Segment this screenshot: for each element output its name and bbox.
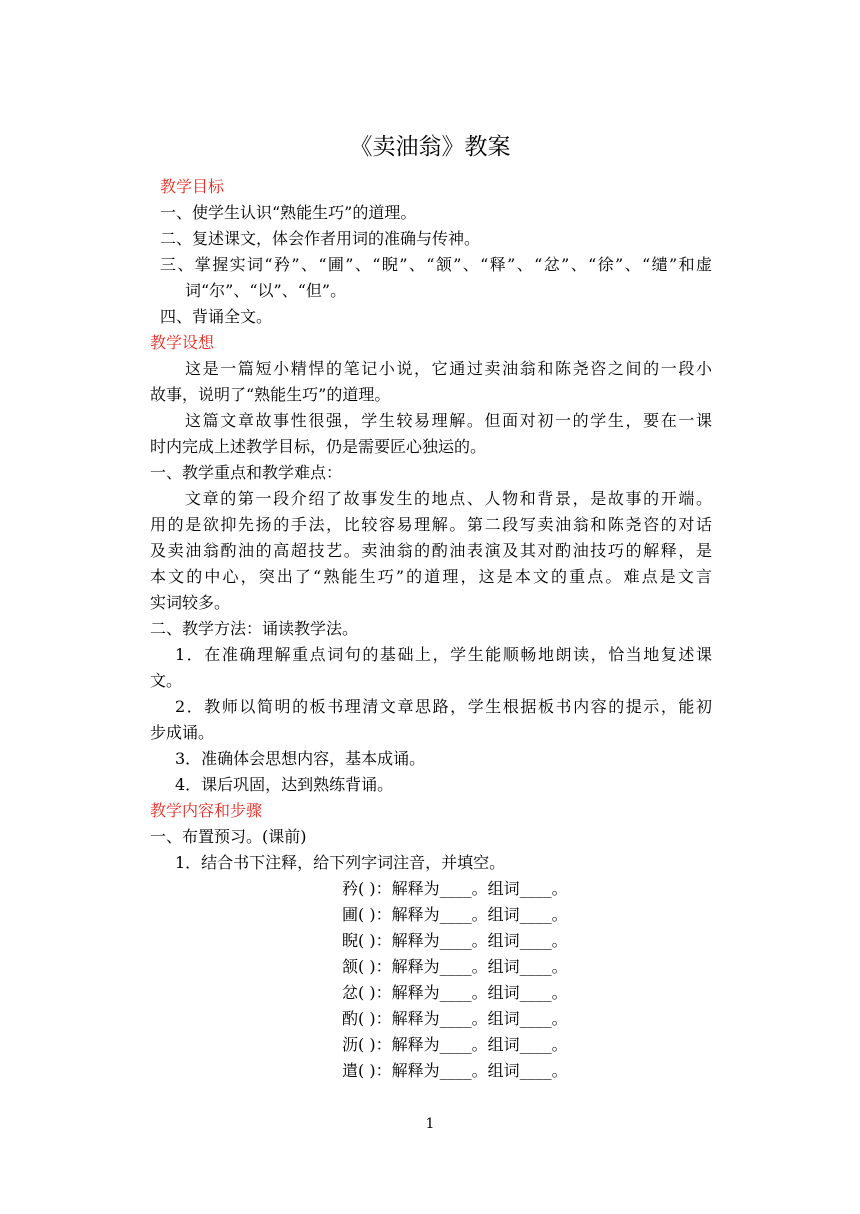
design-paragraph-1-cont: 故事，说明了“熟能生巧”的道理。 <box>150 385 391 404</box>
vocab-exercise-line: 酌( )：解释为____。组词____。 <box>342 1009 568 1028</box>
objective-item-4: 四、背诵全文。 <box>160 307 273 326</box>
method-item-2: 2．教师以简明的板书理清文章思路，学生根据板书内容的提示，能初 <box>175 697 712 716</box>
section-heading-steps: 教学内容和步骤 <box>150 801 263 820</box>
design-paragraph-1: 这是一篇短小精悍的笔记小说，它通过卖油翁和陈尧咨之间的一段小 <box>185 359 712 378</box>
focus-paragraph-line: 本文的中心，突出了“熟能生巧”的道理，这是本文的重点。难点是文言 <box>150 567 712 586</box>
method-item-2-cont: 步成诵。 <box>150 723 215 742</box>
method-item-1: 1．在准确理解重点词句的基础上，学生能顺畅地朗读，恰当地复述课 <box>175 645 712 664</box>
section-heading-design: 教学设想 <box>150 333 215 352</box>
objective-item-1: 一、使学生认识“熟能生巧”的道理。 <box>160 203 417 222</box>
section-heading-objectives: 教学目标 <box>160 177 225 196</box>
vocab-exercise-line: 忿( )：解释为____。组词____。 <box>342 983 568 1002</box>
vocab-exercise-line: 矜( )：解释为____。组词____。 <box>342 879 568 898</box>
vocab-exercise-line: 圃( )：解释为____。组词____。 <box>342 905 568 924</box>
document-title: 《卖油翁》教案 <box>349 134 511 160</box>
objective-item-2: 二、复述课文，体会作者用词的准确与传神。 <box>160 229 481 248</box>
method-item-3: 3．准确体会思想内容，基本成诵。 <box>175 749 426 768</box>
focus-heading: 一、教学重点和教学难点： <box>150 463 343 482</box>
focus-paragraph-line: 实词较多。 <box>150 593 231 612</box>
design-paragraph-2-cont: 时内完成上述教学目标，仍是需要匠心独运的。 <box>150 437 487 456</box>
method-heading: 二、教学方法：诵读教学法。 <box>150 619 359 638</box>
objective-item-3: 三、掌握实词“矜”、“圃”、“睨”、“颔”、“释”、“忿”、“徐”、“缱”和虚 <box>160 255 712 274</box>
vocab-exercise-line: 睨( )：解释为____。组词____。 <box>342 931 568 950</box>
design-paragraph-2: 这篇文章故事性很强，学生较易理解。但面对初一的学生，要在一课 <box>185 411 712 430</box>
focus-paragraph-line: 及卖油翁酌油的高超技艺。卖油翁的酌油表演及其对酌油技巧的解释，是 <box>150 541 712 560</box>
vocab-exercise-line: 遣( )：解释为____。组词____。 <box>342 1061 568 1080</box>
objective-item-3-cont: 词“尔”、“以”、“但”。 <box>185 281 347 300</box>
method-item-1-cont: 文。 <box>150 671 183 690</box>
steps-item-1: 一、布置预习。(课前) <box>150 827 307 846</box>
method-item-4: 4．课后巩固，达到熟练背诵。 <box>175 775 394 794</box>
focus-paragraph-line: 用的是欲抑先扬的手法，比较容易理解。第二段写卖油翁和陈尧咨的对话 <box>150 515 712 534</box>
focus-paragraph-line: 文章的第一段介绍了故事发生的地点、人物和背景，是故事的开端。 <box>185 489 712 508</box>
vocab-exercise-line: 颔( )：解释为____。组词____。 <box>342 957 568 976</box>
steps-item-1-task: 1．结合书下注释，给下列字词注音，并填空。 <box>175 853 506 872</box>
page-number: 1 <box>425 1116 435 1132</box>
vocab-exercise-line: 沥( )：解释为____。组词____。 <box>342 1035 568 1054</box>
